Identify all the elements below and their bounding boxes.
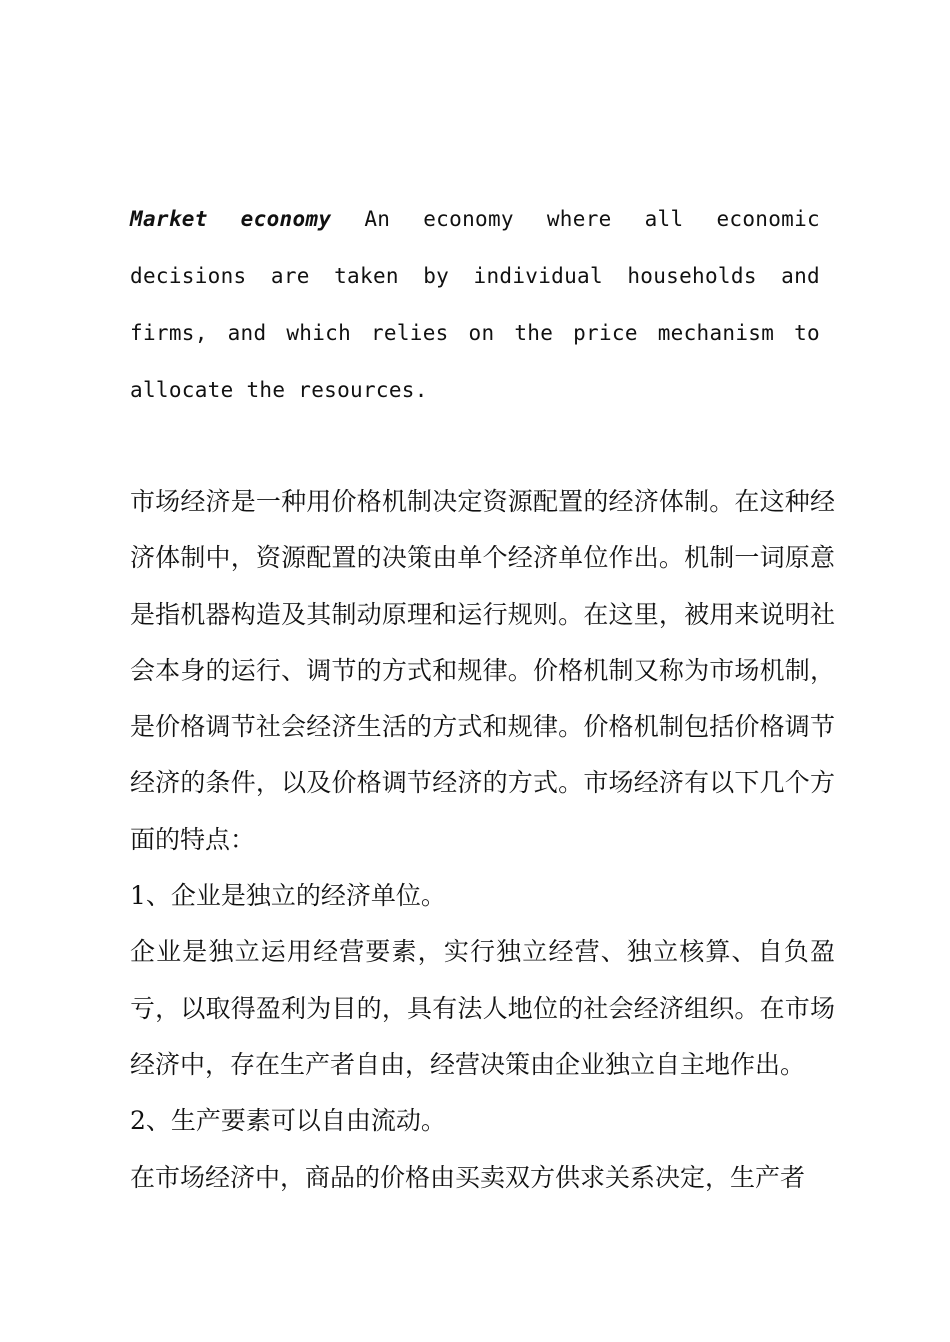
- paragraph-intro: 市场经济是一种用价格机制决定资源配置的经济体制。在这种经济体制中，资源配置的决策由单个经济单位作出。机制一词原意是指机器构造及其制动原理和运行规则。在这里，被用来说明社会本身的运行、调节的方式和规律。价格机制又称为市场机制，是价格调节社会经济生活的方式和规律。价格机制包括价格调节经济的条件，以及价格调节经济的方式。市场经济有以下几个方面的特点：: [130, 487, 835, 854]
- paragraph-point-2: 在市场经济中，商品的价格由买卖双方供求关系决定，生产者: [130, 1162, 806, 1192]
- paragraph-point-1: 企业是独立运用经营要素，实行独立经营、独立核算、自负盈亏，以取得盈利为目的，具有法人地位的社会经济组织。在市场经济中，存在生产者自由，经营决策由企业独立自主地作出。: [130, 937, 835, 1079]
- definition-text: An economy where all economic decisions are taken by individual households and firms, and which relies on the price mechanism to allocate the resources.: [130, 207, 821, 402]
- definition-term: Market economy: [130, 207, 332, 231]
- english-definition: [130, 191, 820, 419]
- chinese-body: [130, 474, 835, 1206]
- heading-point-1: 1、企业是独立的经济单位。: [130, 881, 446, 911]
- heading-point-2: 2、生产要素可以自由流动。: [130, 1106, 446, 1136]
